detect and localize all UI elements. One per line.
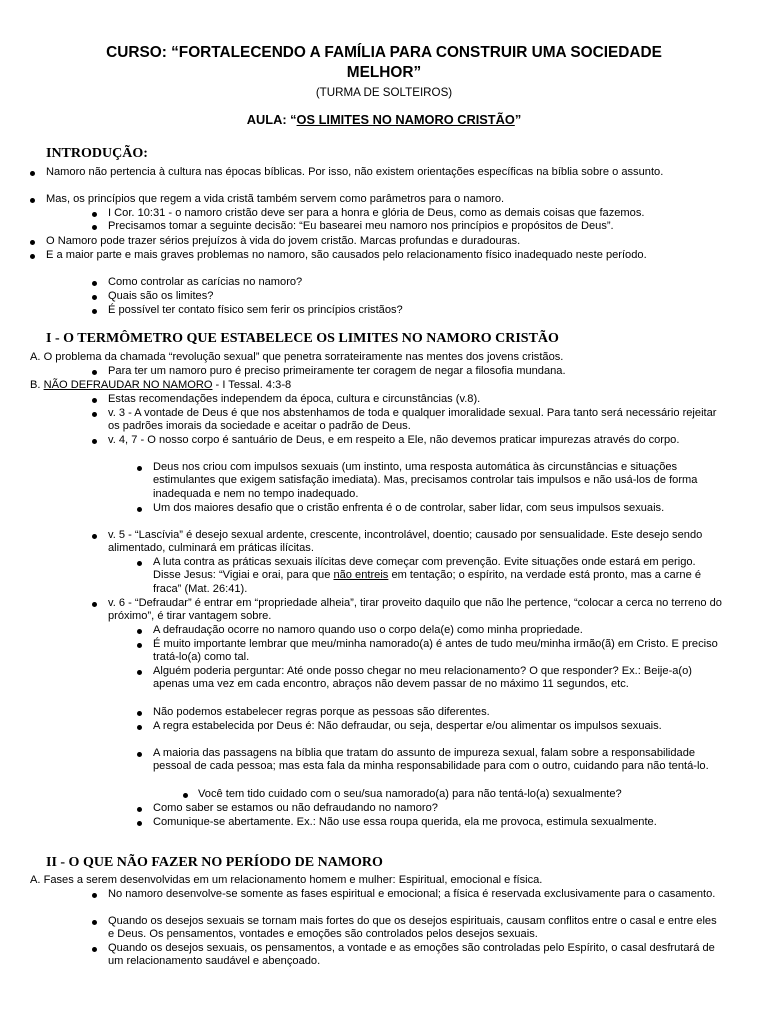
- bullet-icon: [137, 670, 142, 675]
- b4a-text-end: em tentação; o espírito, na verdade está pronto, mas a carne é fraca” (Mat. 26:41).: [153, 569, 705, 595]
- intro-question: É possível ter contato físico sem ferir os princípios cristãos?: [108, 304, 403, 316]
- point-b-title: NÃO DEFRAUDAR NO NAMORO: [43, 379, 213, 391]
- section2-a-item: No namoro desenvolve-se somente as fases espiritual e emocional; a física é reservada exclusivamente para o casamento.: [108, 888, 716, 900]
- section1-heading: I - O TERMÔMETRO QUE ESTABELECE OS LIMITES NO NAMORO CRISTÃO: [46, 331, 559, 346]
- bullet-icon: [137, 725, 142, 730]
- section1-b5-subitem: A defraudação ocorre no namoro quando uso o corpo dela(e) como minha propriedade.: [153, 624, 583, 636]
- section1-b3-subitem: Deus nos criou com impulsos sexuais (um instinto, uma resposta automática às circunstâncias e situações estimulantes que exigem satisfação imediata). Mas, precisamos controlar tais impulsos e não usá-los de forma inadequada e nem no tempo inadequado.: [153, 461, 701, 500]
- section1-b5-subitem: A regra estabelecida por Deus é: Não defraudar, ou seja, despertar e/ou alimentar os impulsos sexuais.: [153, 720, 662, 732]
- section1-b5-subitem: Alguém poderia perguntar: Até onde posso chegar no meu relacionamento? O que responder? Ex.: Beije-a(o) apenas uma vez em cada encontro, abraços não devem passar de no máximo 11 segundos, etc.: [153, 665, 696, 691]
- section1-b4-subitem: [153, 556, 722, 596]
- bullet-icon: [137, 466, 142, 471]
- section1-point-a: A. O problema da chamada “revolução sexual” que penetra sorrateiramente nas mentes dos jovens cristãos.: [30, 351, 564, 363]
- bullet-icon: [92, 225, 97, 230]
- bullet-icon: [92, 370, 97, 375]
- intro-subitem: Precisamos tomar a seguinte decisão: “Eu basearei meu namoro nos princípios e propósitos de Deus”.: [108, 220, 614, 232]
- bullet-icon: [137, 507, 142, 512]
- bullet-icon: [92, 439, 97, 444]
- section2-heading: II - O QUE NÃO FAZER NO PERÍODO DE NAMORO: [46, 855, 383, 870]
- bullet-icon: [92, 947, 97, 952]
- bullet-icon: [92, 295, 97, 300]
- section1-b5-subitem: Comunique-se abertamente. Ex.: Não use essa roupa querida, ela me provoca, estimula sexualmente.: [153, 816, 657, 828]
- section2-a-item: Quando os desejos sexuais se tornam mais fortes do que os desejos espirituais, causam conflitos entre o casal e entre eles e Deus. Os pensamentos, vontades e emoções são controlados pelos desejos sexuais.: [108, 915, 720, 941]
- bullet-icon: [137, 752, 142, 757]
- section2-a-item: Quando os desejos sexuais, os pensamentos, a vontade e as emoções são controladas pelo Espírito, o casal desfrutará de um relacionamento saudável e abençoado.: [108, 942, 718, 968]
- section1-point-a-item: Para ter um namoro puro é preciso primeiramente ter coragem de negar a filosofia mundana.: [108, 365, 566, 377]
- intro-item: O Namoro pode trazer sérios prejuízos à vida do jovem cristão. Marcas profundas e duradouras.: [46, 235, 521, 247]
- course-title-line2: MELHOR”: [346, 63, 422, 81]
- bullet-icon: [137, 807, 142, 812]
- bullet-icon: [92, 309, 97, 314]
- lesson-title: [0, 113, 768, 126]
- intro-question: Quais são os limites?: [108, 290, 214, 302]
- section1-b-item: v. 6 - “Defraudar” é entrar em “propriedade alheia”, tirar proveito daquilo que não lhe pertence, “colocar a cerca no terreno do próximo”, é tirar vantagem sobre.: [108, 597, 726, 623]
- intro-item: Mas, os princípios que regem a vida cristã também servem como parâmetros para o namoro.: [46, 193, 505, 205]
- b4a-text-underlined: não entreis: [333, 569, 389, 582]
- bullet-icon: [137, 629, 142, 634]
- bullet-icon: [92, 412, 97, 417]
- intro-heading: INTRODUÇÃO:: [46, 146, 148, 161]
- course-subtitle: (TURMA DE SOLTEIROS): [315, 86, 453, 99]
- section1-point-b: [30, 379, 730, 392]
- point-b-reference: - I Tessal. 4:3-8: [212, 379, 292, 391]
- section1-b5-subitem: É muito importante lembrar que meu/minha namorado(a) é antes de tudo meu/minha irmão(ã) em Cristo. E preciso tratá-lo(a) como tal.: [153, 638, 721, 664]
- bullet-icon: [92, 398, 97, 403]
- course-title-line1: CURSO: “FORTALECENDO A FAMÍLIA PARA CONSTRUIR UMA SOCIEDADE: [106, 44, 662, 61]
- intro-item: E a maior parte e mais graves problemas no namoro, são causados pelo relacionamento físico inadequado neste período.: [46, 249, 647, 261]
- intro-subitem: I Cor. 10:31 - o namoro cristão deve ser para a honra e glória de Deus, como as demais coisas que fazemos.: [108, 207, 645, 219]
- section1-b-item: v. 3 - A vontade de Deus é que nos abstenhamos de toda e qualquer imoralidade sexual. Para tanto será necessário rejeitar os padrões imorais da sociedade e aceitar o padrão de Deus.: [108, 407, 720, 433]
- bullet-icon: [137, 711, 142, 716]
- bullet-icon: [92, 893, 97, 898]
- bullet-icon: [30, 254, 35, 259]
- lesson-quote-end: ”: [514, 112, 522, 127]
- point-b-prefix: B.: [30, 379, 44, 391]
- course-title: [0, 43, 768, 82]
- lesson-label: AULA: “: [246, 112, 297, 127]
- bullet-icon: [30, 198, 35, 203]
- section1-b3-subitem: Um dos maiores desafio que o cristão enfrenta é o de controlar, saber lidar, com seus impulsos sexuais.: [153, 502, 665, 514]
- section1-b-item: v. 5 - “Lascívia” é desejo sexual ardente, crescente, incontrolável, doentio; causado por sensualidade. Este desejo sendo alimentado, culminará em práticas ilícitas.: [108, 529, 706, 555]
- bullet-icon: [92, 534, 97, 539]
- section2-point-a: A. Fases a serem desenvolvidas em um relacionamento homem e mulher: Espiritual, emocional e física.: [30, 874, 543, 886]
- bullet-icon: [92, 212, 97, 217]
- intro-question: Como controlar as carícias no namoro?: [108, 276, 303, 288]
- section1-b5f-subitem: Você tem tido cuidado com o seu/sua namorado(a) para não tentá-lo(a) sexualmente?: [198, 788, 622, 800]
- section1-b5-subitem: Como saber se estamos ou não defraudando no namoro?: [153, 802, 438, 814]
- section1-b-item: Estas recomendações independem da época, cultura e circunstâncias (v.8).: [108, 393, 481, 405]
- bullet-icon: [30, 240, 35, 245]
- bullet-icon: [137, 643, 142, 648]
- section1-b5-subitem: A maioria das passagens na bíblia que tratam do assunto de impureza sexual, falam sobre a responsabilidade pessoal de cada pessoa; mas esta fala da minha responsabilidade para com o outro, cuidando para não tentá-lo.: [153, 747, 709, 773]
- lesson-name: OS LIMITES NO NAMORO CRISTÃO: [296, 112, 515, 127]
- bullet-icon: [92, 920, 97, 925]
- bullet-icon: [92, 281, 97, 286]
- bullet-icon: [30, 171, 35, 176]
- intro-item: Namoro não pertencia à cultura nas épocas bíblicas. Por isso, não existem orientações específicas na bíblia sobre o assunto.: [46, 166, 664, 178]
- bullet-icon: [183, 793, 188, 798]
- section1-b-item: v. 4, 7 - O nosso corpo é santuário de Deus, e em respeito a Ele, não devemos praticar impurezas através do corpo.: [108, 434, 680, 446]
- bullet-icon: [92, 602, 97, 607]
- bullet-icon: [137, 821, 142, 826]
- b4a-text-start: A luta contra as práticas sexuais ilícitas deve começar com prevenção. Evite situações onde estará em perigo. Disse Jesus: “Vigiai e orai, para que: [153, 556, 699, 582]
- bullet-icon: [137, 561, 142, 566]
- section1-b5-subitem: Não podemos estabelecer regras porque as pessoas são diferentes.: [153, 706, 490, 718]
